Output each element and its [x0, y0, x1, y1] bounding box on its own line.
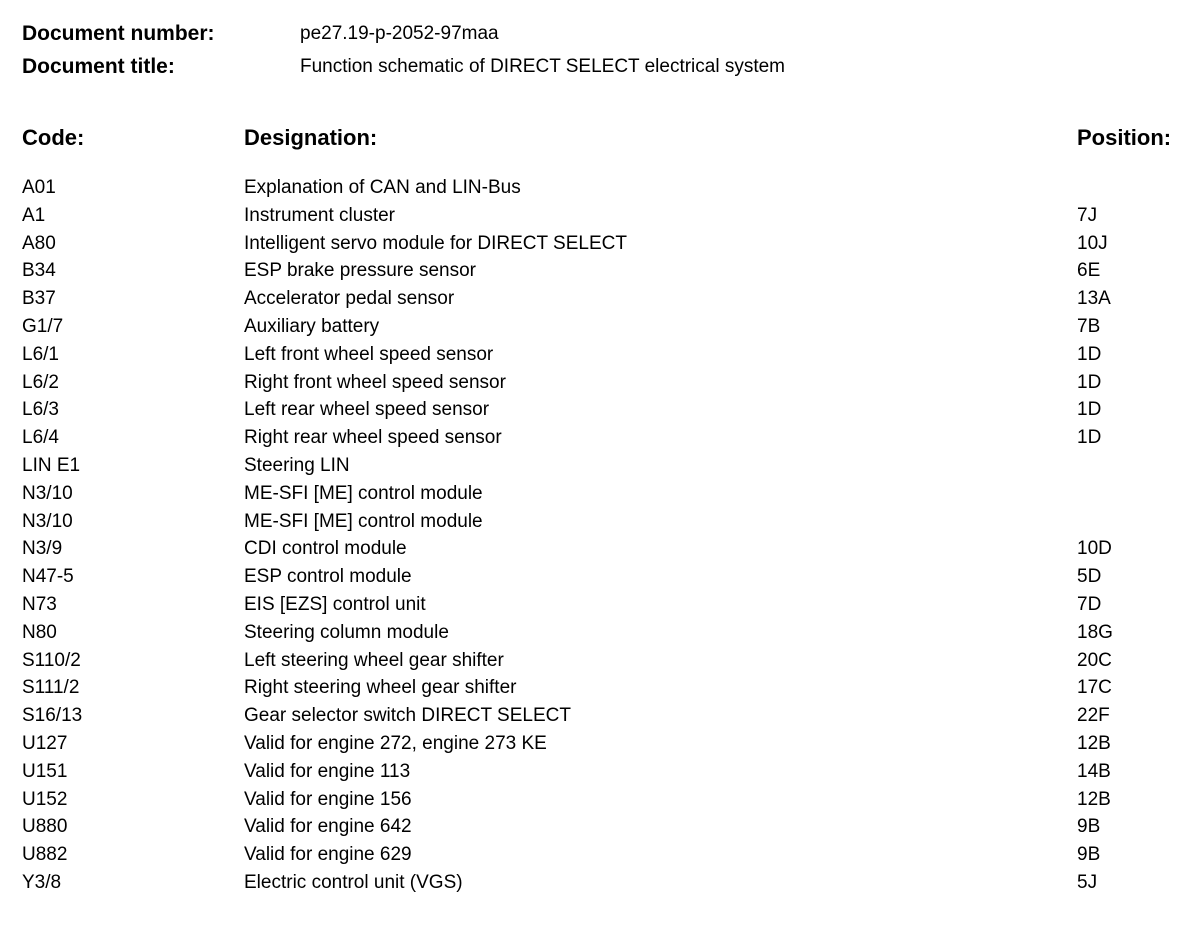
- document-title-row: [22, 52, 785, 82]
- designation-cell: Right front wheel speed sensor: [244, 371, 506, 393]
- position-cell: 22F: [1077, 705, 1110, 727]
- table-row: [0, 230, 1198, 258]
- code-cell: N3/9: [22, 538, 63, 560]
- code-cell: L6/2: [22, 371, 59, 393]
- code-cell: U882: [22, 844, 68, 866]
- designation-cell: CDI control module: [244, 538, 407, 560]
- designation-cell: ESP brake pressure sensor: [244, 260, 476, 282]
- table-row: [0, 341, 1198, 369]
- table-row: [0, 730, 1198, 758]
- designation-cell: EIS [EZS] control unit: [244, 593, 426, 615]
- position-cell: 1D: [1077, 371, 1102, 393]
- table-row: [0, 452, 1198, 480]
- table-row: [0, 758, 1198, 786]
- code-cell: B34: [22, 260, 56, 282]
- designation-cell: Valid for engine 156: [244, 788, 412, 810]
- table-row: [0, 674, 1198, 702]
- code-cell: N3/10: [22, 510, 73, 532]
- designation-cell: ME-SFI [ME] control module: [244, 510, 483, 532]
- code-cell: N73: [22, 593, 57, 615]
- table-row: [0, 563, 1198, 591]
- position-cell: 5J: [1077, 871, 1098, 893]
- table-row: [0, 202, 1198, 230]
- position-cell: 12B: [1077, 732, 1111, 754]
- designation-cell: Steering LIN: [244, 454, 350, 476]
- position-cell: 10D: [1077, 538, 1112, 560]
- designation-cell: Left rear wheel speed sensor: [244, 399, 490, 421]
- position-cell: 12B: [1077, 788, 1111, 810]
- table-row: [0, 591, 1198, 619]
- code-cell: S111/2: [22, 677, 80, 699]
- table-row: [0, 786, 1198, 814]
- code-cell: A1: [22, 204, 46, 226]
- table-row: [0, 619, 1198, 647]
- code-cell: A80: [22, 232, 56, 254]
- code-cell: L6/4: [22, 427, 59, 449]
- designation-cell: Electric control unit (VGS): [244, 871, 463, 893]
- table-row: [0, 285, 1198, 313]
- code-cell: N80: [22, 621, 57, 643]
- code-cell: L6/1: [22, 343, 59, 365]
- designation-cell: Valid for engine 113: [244, 760, 411, 782]
- code-cell: Y3/8: [22, 871, 62, 893]
- position-cell: 6E: [1077, 260, 1101, 282]
- document-number-value: pe27.19-p-2052-97maa: [300, 23, 499, 44]
- code-cell: S16/13: [22, 705, 83, 727]
- table-row: [0, 424, 1198, 452]
- code-cell: U880: [22, 816, 68, 838]
- table-row: [0, 647, 1198, 675]
- position-cell: 18G: [1077, 621, 1113, 643]
- designation-cell: Steering column module: [244, 621, 449, 643]
- designation-cell: Gear selector switch DIRECT SELECT: [244, 705, 571, 727]
- table-row: [0, 174, 1198, 202]
- table-row: [0, 869, 1198, 897]
- designation-cell: ESP control module: [244, 566, 412, 588]
- document-number-row: [22, 19, 499, 49]
- designation-cell: Valid for engine 272, engine 273 KE: [244, 732, 547, 754]
- code-cell: U152: [22, 788, 68, 810]
- code-cell: LIN E1: [22, 454, 81, 476]
- position-cell: 7J: [1077, 204, 1098, 226]
- position-cell: 7B: [1077, 315, 1101, 337]
- position-cell: 7D: [1077, 593, 1102, 615]
- table-row: [0, 702, 1198, 730]
- table-row: [0, 313, 1198, 341]
- position-cell: 9B: [1077, 844, 1101, 866]
- table-row: [0, 480, 1198, 508]
- position-cell: 13A: [1077, 288, 1111, 310]
- position-cell: 1D: [1077, 343, 1102, 365]
- designation-cell: Valid for engine 629: [244, 844, 412, 866]
- designation-cell: Right rear wheel speed sensor: [244, 427, 502, 449]
- table-row: [0, 841, 1198, 869]
- designation-column-header: Designation:: [244, 125, 378, 150]
- code-cell: N3/10: [22, 482, 73, 504]
- table-row: [0, 396, 1198, 424]
- code-cell: G1/7: [22, 315, 64, 337]
- position-cell: 14B: [1077, 760, 1111, 782]
- designation-cell: Left front wheel speed sensor: [244, 343, 494, 365]
- designation-cell: ME-SFI [ME] control module: [244, 482, 483, 504]
- document-number-label: Document number:: [22, 22, 215, 45]
- code-cell: U127: [22, 732, 68, 754]
- code-cell: L6/3: [22, 399, 59, 421]
- component-table: [0, 174, 1198, 897]
- code-column-header: Code:: [22, 125, 85, 150]
- document-title-value: Function schematic of DIRECT SELECT electrical system: [300, 56, 786, 77]
- designation-cell: Auxiliary battery: [244, 315, 380, 337]
- designation-cell: Accelerator pedal sensor: [244, 288, 455, 310]
- position-column-header: Position:: [1077, 125, 1172, 150]
- position-cell: 17C: [1077, 677, 1112, 699]
- document-title-label: Document title:: [22, 55, 175, 78]
- designation-cell: Intelligent servo module for DIRECT SELECT: [244, 232, 627, 254]
- designation-cell: Explanation of CAN and LIN-Bus: [244, 177, 521, 198]
- table-row: [0, 369, 1198, 397]
- position-cell: 1D: [1077, 427, 1102, 449]
- designation-cell: Left steering wheel gear shifter: [244, 649, 504, 671]
- code-cell: N47-5: [22, 566, 74, 588]
- code-cell: A01: [22, 177, 56, 198]
- position-cell: 5D: [1077, 566, 1102, 588]
- table-row: [0, 535, 1198, 563]
- code-cell: U151: [22, 760, 68, 782]
- code-cell: B37: [22, 288, 56, 310]
- position-cell: 9B: [1077, 816, 1101, 838]
- code-cell: S110/2: [22, 649, 81, 671]
- position-cell: 20C: [1077, 649, 1112, 671]
- table-row: [0, 813, 1198, 841]
- designation-cell: Valid for engine 642: [244, 816, 412, 838]
- designation-cell: Instrument cluster: [244, 204, 395, 226]
- table-row: [0, 508, 1198, 536]
- position-cell: 10J: [1077, 232, 1108, 254]
- position-cell: 1D: [1077, 399, 1102, 421]
- designation-cell: Right steering wheel gear shifter: [244, 677, 517, 699]
- table-row: [0, 257, 1198, 285]
